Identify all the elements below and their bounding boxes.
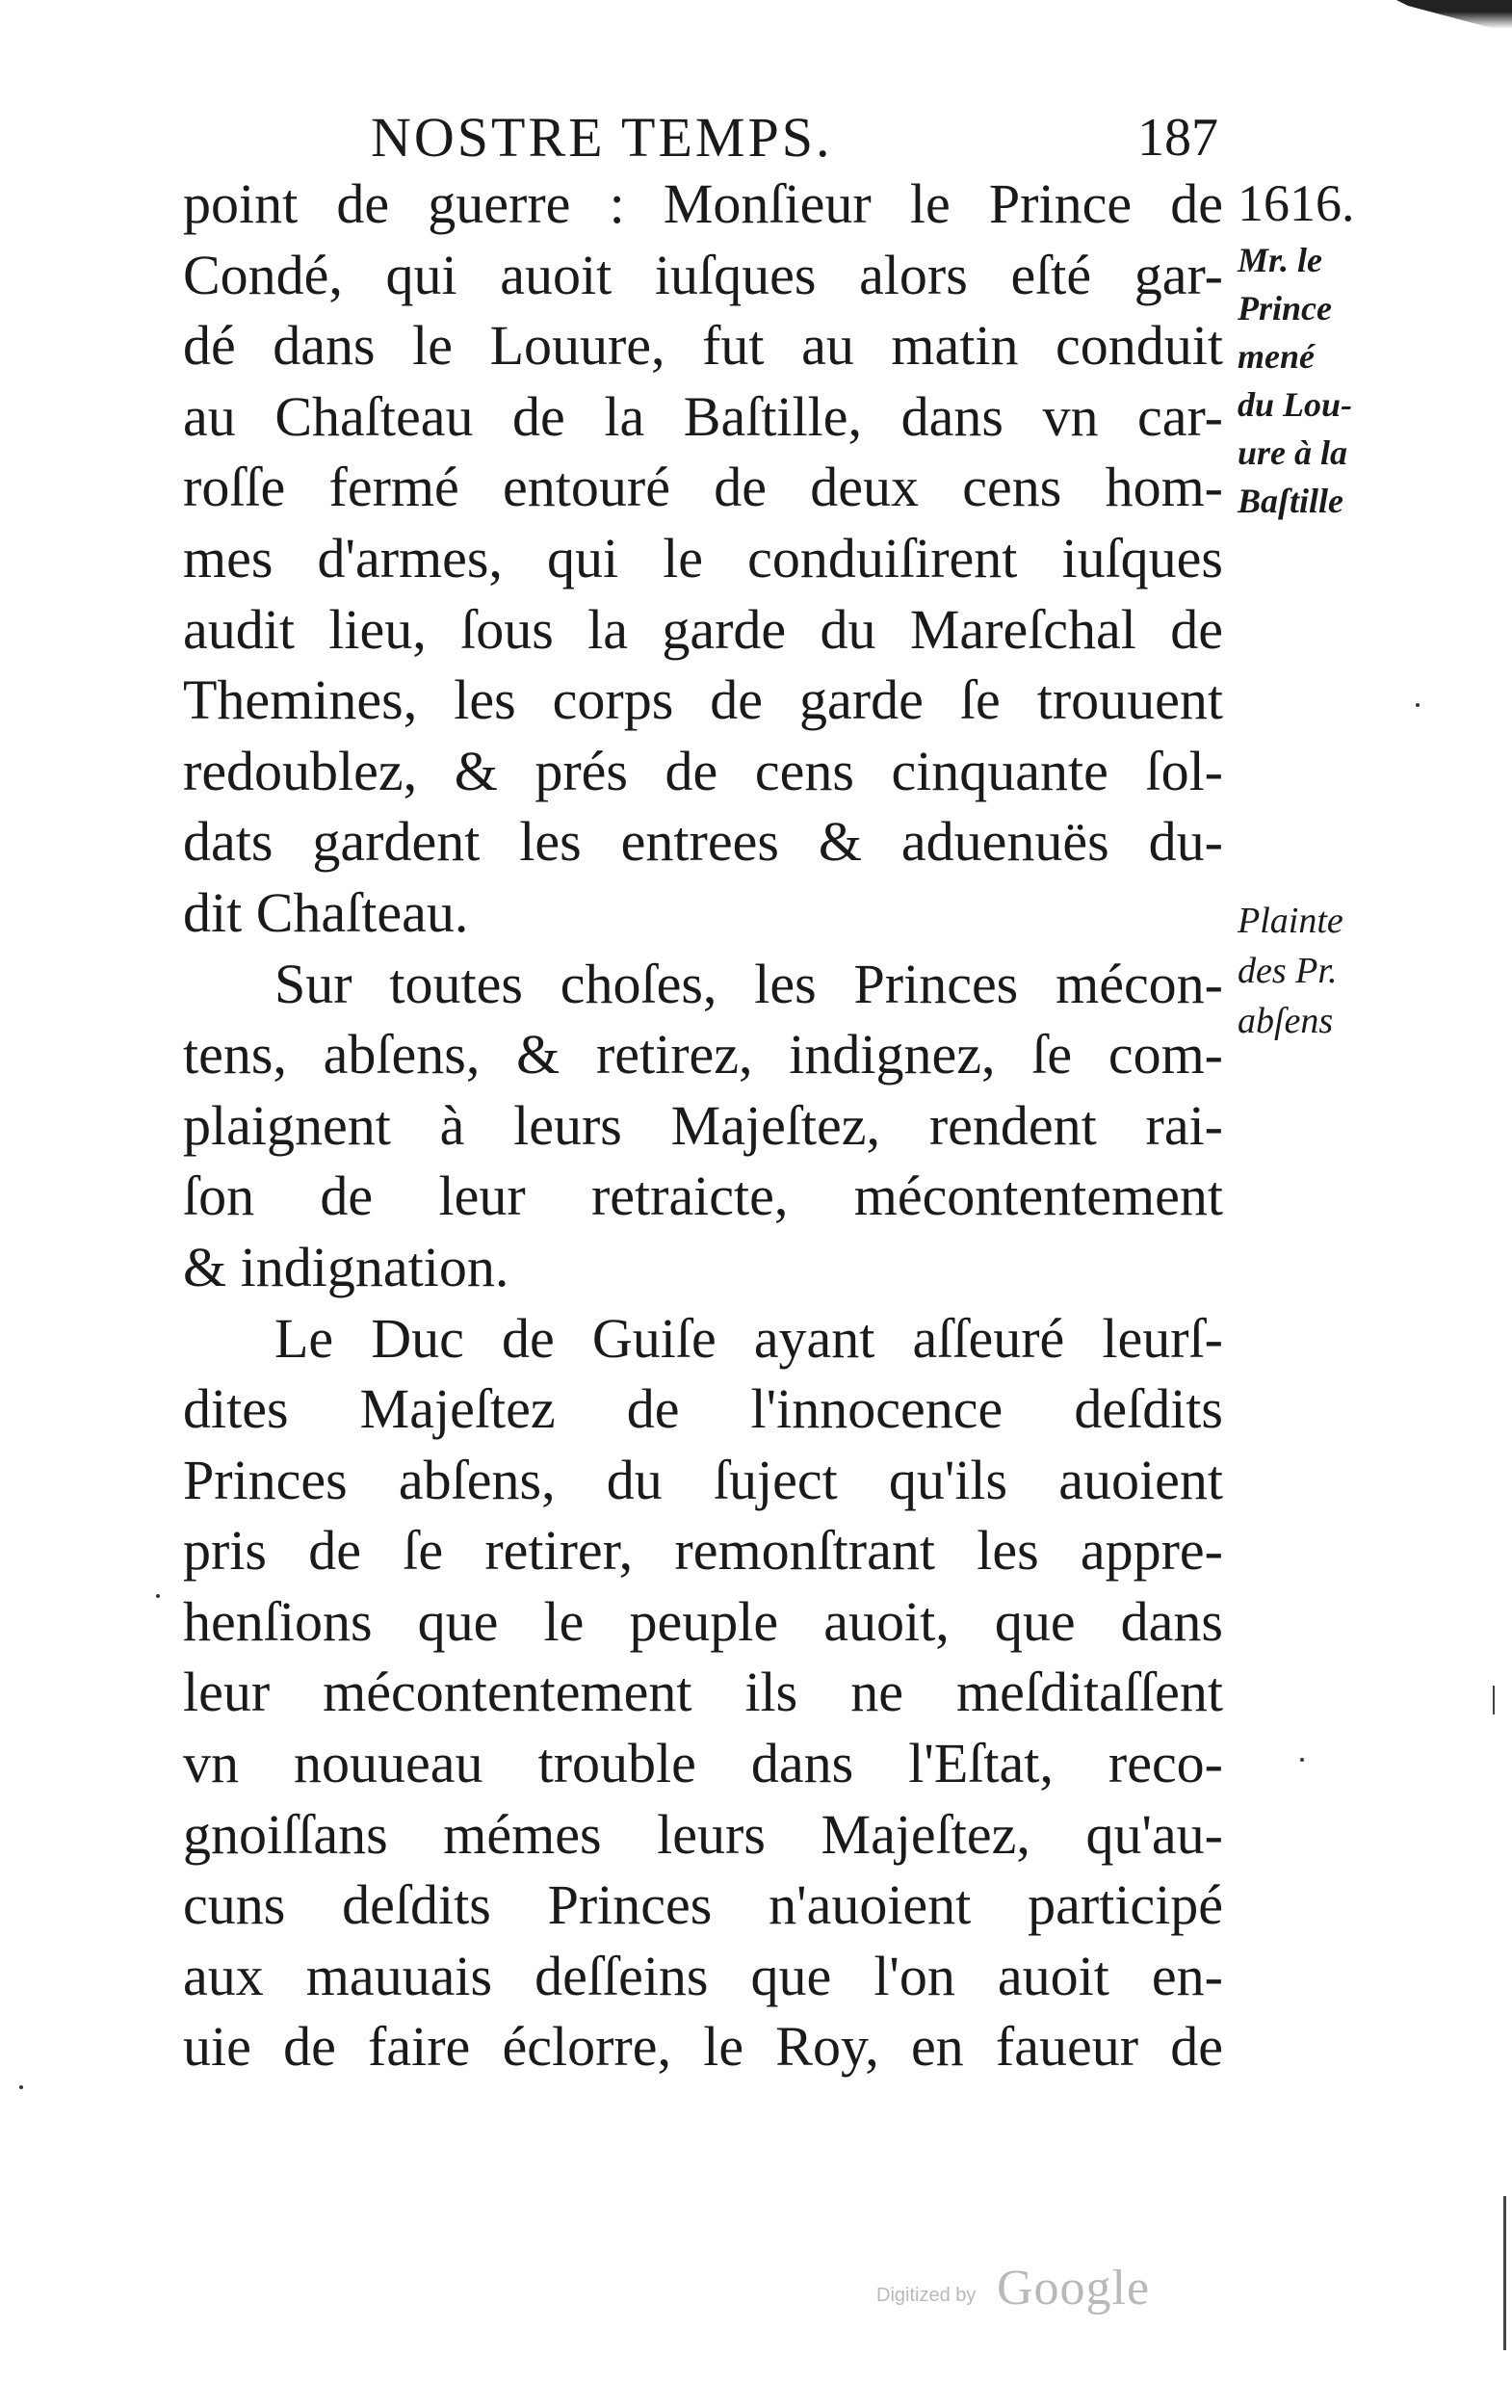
page-header — [371, 104, 1218, 171]
text-line: aux mauuais deſſeins que l'on auoit en- — [183, 1944, 1223, 2007]
page-edge-mark-small — [1493, 1686, 1495, 1714]
watermark-prefix: Digitized by — [876, 2285, 977, 2306]
text-line: dé dans le Louure, fut au matin conduit — [183, 314, 1223, 378]
text-line: cuns deſdits Princes n'auoient participé — [183, 1873, 1223, 1937]
ink-speck — [19, 2085, 23, 2089]
text-line: Sur toutes choſes, les Princes mécon- — [274, 952, 1223, 1015]
page-number: 187 — [1137, 108, 1218, 168]
page-corner-shadow — [1396, 0, 1512, 29]
text-line: mes d'armes, qui le conduiſirent iuſques — [183, 526, 1223, 589]
text-line: roſſe fermé entouré de deux cens hom- — [183, 456, 1223, 519]
text-line: Princes abſens, du ſuject qu'ils auoient — [183, 1448, 1223, 1511]
text-line: plaignent à leurs Majeſtez, rendent rai- — [183, 1093, 1223, 1157]
margin-note-line: des Pr. — [1238, 951, 1338, 991]
text-line: vn nouueau trouble dans l'Eſtat, reco- — [183, 1732, 1223, 1795]
margin-note-line: mené — [1238, 337, 1315, 376]
margin-note-line: abſens — [1238, 1001, 1334, 1041]
margin-note-plainte — [1238, 896, 1343, 1046]
text-line: Le Duc de Guiſe ayant aſſeuré leurſ- — [274, 1306, 1223, 1370]
text-line: ſon de leur retraicte, mécontentement — [183, 1165, 1223, 1228]
google-logo: Google — [997, 2261, 1151, 2316]
text-line: Condé, qui auoit iuſques alors eſté gar- — [183, 243, 1223, 306]
margin-note-line: Mr. le — [1238, 241, 1323, 279]
margin-note-line: Plainte — [1238, 901, 1343, 941]
text-line: dites Majeſtez de l'innocence deſdits — [183, 1377, 1223, 1441]
digitization-watermark — [876, 2259, 1185, 2316]
text-line: audit lieu, ſous la garde du Mareſchal de — [183, 597, 1223, 661]
ink-speck — [1300, 1758, 1304, 1762]
text-line: leur mécontentement ils ne meſditaſſent — [183, 1661, 1223, 1724]
margin-note-line: du Lou- — [1238, 385, 1353, 424]
text-line: au Chaſteau de la Baſtille, dans vn car- — [183, 384, 1223, 448]
margin-note-line: Prince — [1238, 289, 1332, 327]
ink-speck — [156, 1594, 160, 1598]
margin-note-line: ure à la — [1238, 433, 1348, 472]
margin-note-prince — [1238, 236, 1352, 525]
text-line: dats gardent les entrees & aduenuës du- — [183, 810, 1223, 874]
ink-speck — [1416, 703, 1420, 707]
text-line: & indignation. — [183, 1235, 509, 1298]
body-text — [183, 169, 1223, 2082]
running-title: NOSTRE TEMPS. — [371, 106, 833, 169]
text-line: dit Chaſteau. — [183, 880, 469, 944]
text-line: henſions que le peuple auoit, que dans — [183, 1589, 1223, 1653]
text-line: point de guerre : Monſieur le Prince de — [183, 172, 1223, 235]
text-line: pris de ſe retirer, remonſtrant les appre- — [183, 1519, 1223, 1583]
text-line: tens, abſens, & retirez, indignez, ſe com- — [183, 1023, 1223, 1086]
margin-note-line: Baſtille — [1238, 482, 1343, 520]
margin-year: 1616. — [1238, 174, 1355, 232]
text-line: redoublez, & prés de cens cinquante ſol- — [183, 739, 1223, 802]
text-line: Themines, les corps de garde ſe trouuent — [183, 668, 1223, 732]
text-line: gnoiſſans mémes leurs Majeſtez, qu'au- — [183, 1802, 1223, 1866]
page-edge-mark — [1503, 2196, 1506, 2350]
text-line: uie de faire éclorre, le Roy, en faueur de — [183, 2015, 1223, 2079]
